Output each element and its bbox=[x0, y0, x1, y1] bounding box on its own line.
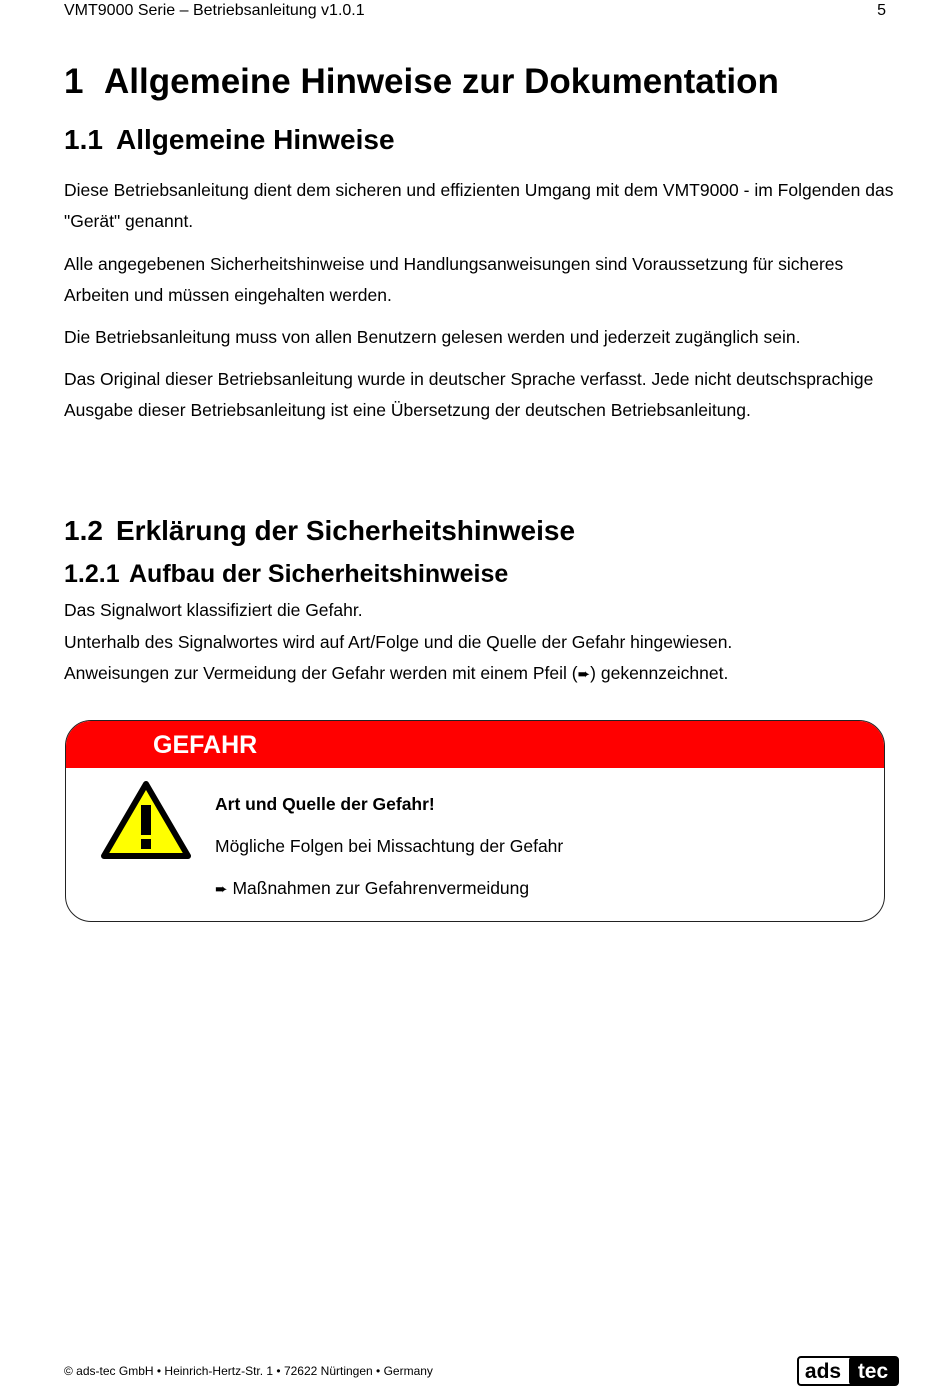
footer-address: © ads-tec GmbH • Heinrich-Hertz-Str. 1 • 72622 Nürtingen • Germany bbox=[64, 1364, 433, 1378]
section-1-2-1-heading bbox=[64, 560, 508, 589]
danger-hazard-heading: Art und Quelle der Gefahr! bbox=[215, 794, 435, 814]
danger-header-bar bbox=[66, 721, 884, 768]
chapter-number: 1 bbox=[64, 62, 84, 101]
hazard-source-line: Unterhalb des Signalwortes wird auf Art/Folge und die Quelle der Gefahr hingewiesen. bbox=[64, 632, 733, 652]
section-1-2-1-title: Aufbau der Sicherheitshinweise bbox=[129, 560, 509, 588]
danger-action-line bbox=[215, 878, 529, 899]
warning-triangle-icon bbox=[101, 781, 191, 859]
action-arrow-icon: ➨ bbox=[215, 881, 228, 898]
section-1-1-heading bbox=[64, 124, 395, 156]
danger-notice-box bbox=[65, 720, 885, 922]
arrow-right-icon: ➨ bbox=[577, 666, 591, 683]
danger-consequence: Mögliche Folgen bei Missachtung der Gefahr bbox=[215, 836, 564, 856]
logo-ads: ads bbox=[804, 1360, 842, 1383]
signal-word-line: Das Signalwort klassifiziert die Gefahr. bbox=[64, 600, 363, 620]
section-1-2-number: 1.2 bbox=[64, 515, 103, 546]
section-1-2-title: Erklärung der Sicherheitshinweise bbox=[116, 515, 576, 546]
paragraph-original-language: Das Original dieser Betriebsanleitung wurde in deutscher Sprache verfasst. Jede nicht deutschsprachige Ausgabe dieser Betriebsanleitung ist eine Übersetzung der deutschen Betriebsanleitung. bbox=[64, 369, 874, 420]
section-1-1-title: Allgemeine Hinweise bbox=[116, 124, 395, 155]
page-number: 5 bbox=[877, 2, 886, 19]
arrow-instruction-text-after: ) gekennzeichnet. bbox=[590, 663, 729, 683]
arrow-instruction-line bbox=[64, 663, 728, 684]
danger-signal-word: GEFAHR bbox=[153, 731, 258, 759]
paragraph-accessibility: Die Betriebsanleitung muss von allen Benutzern gelesen werden und jederzeit zugänglich sein. bbox=[64, 327, 801, 347]
paragraph-intro: Diese Betriebsanleitung dient dem sicheren und effizienten Umgang mit dem VMT9000 - im Folgenden das "Gerät" genannt. bbox=[64, 180, 894, 231]
paragraph-safety-notes: Alle angegebenen Sicherheitshinweise und Handlungsanweisungen sind Voraussetzung für sicheres Arbeiten und müssen eingehalten werden. bbox=[64, 254, 844, 305]
ads-tec-logo bbox=[797, 1356, 899, 1386]
section-1-2-1-number: 1.2.1 bbox=[64, 560, 120, 588]
danger-action-text: Maßnahmen zur Gefahrenvermeidung bbox=[232, 878, 530, 898]
section-1-2-heading bbox=[64, 515, 575, 547]
chapter-title: Allgemeine Hinweise zur Dokumentation bbox=[104, 62, 779, 101]
arrow-instruction-text-before: Anweisungen zur Vermeidung der Gefahr werden mit einem Pfeil ( bbox=[64, 663, 578, 683]
chapter-heading bbox=[64, 62, 779, 102]
running-header-title: VMT9000 Serie – Betriebsanleitung v1.0.1 bbox=[64, 2, 365, 19]
logo-tec: tec bbox=[857, 1360, 889, 1383]
section-1-1-number: 1.1 bbox=[64, 124, 103, 155]
